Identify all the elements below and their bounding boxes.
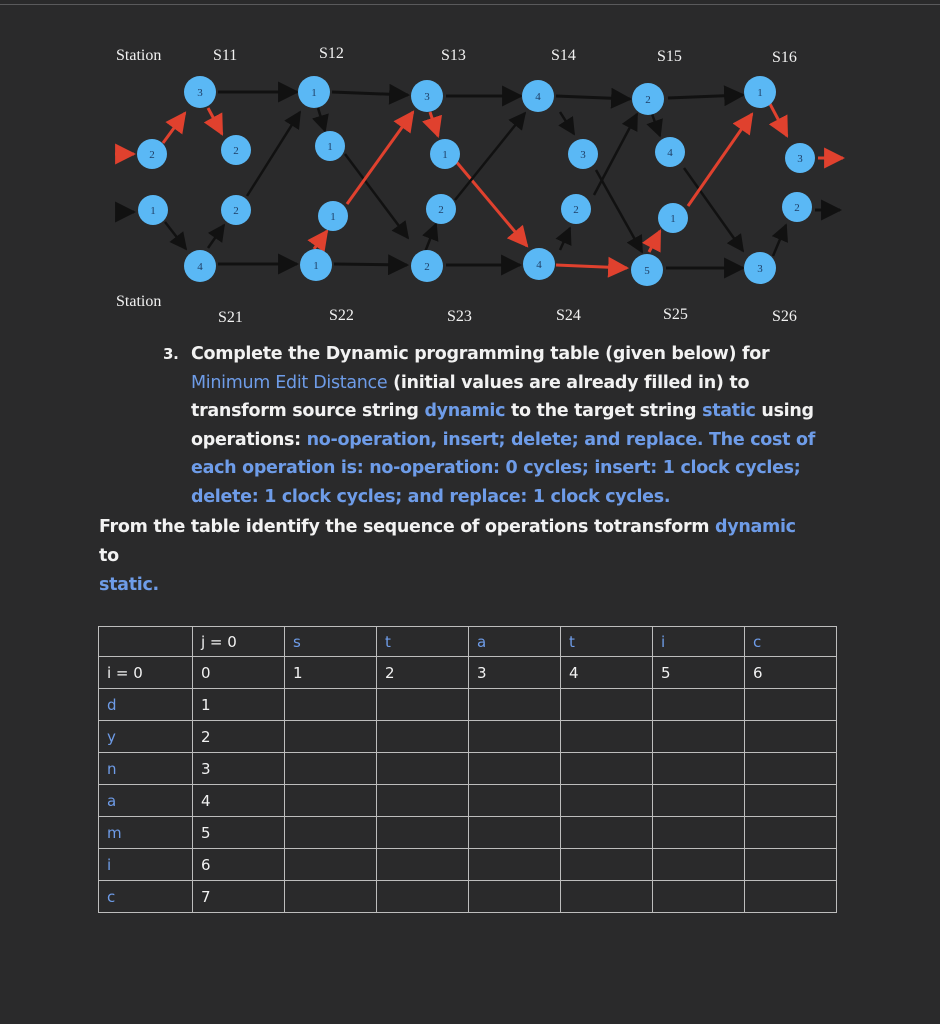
table-row [99, 849, 837, 881]
row-header-char: i [99, 849, 193, 881]
table-cell[interactable] [653, 689, 745, 721]
col-header-j0: j = 0 [193, 627, 285, 657]
source-string: dynamic [424, 401, 506, 421]
table-cell[interactable] [745, 817, 837, 849]
table-row [99, 721, 837, 753]
table-header-row [99, 627, 837, 657]
question-text-3: to the target string [510, 401, 697, 421]
node-s26 [744, 252, 776, 284]
table-cell: 4 [193, 785, 285, 817]
row-header-char: c [99, 881, 193, 913]
connector [208, 225, 224, 248]
question-text-2: (initial values are already filled in) to transform source string [191, 372, 750, 421]
table-cell[interactable] [285, 817, 377, 849]
table-cell[interactable] [745, 721, 837, 753]
transfer-arrow [247, 112, 300, 196]
table-cell[interactable] [377, 785, 469, 817]
transfer-node-2-1-a [221, 195, 251, 225]
operation-costs: The cost of each operation is: no-operation: 0 cycles; insert: 1 clock cycles; delete: 1 clock cycles; and replace: 1 clock cycles. [191, 429, 816, 507]
station-s25: S25 [663, 306, 688, 323]
svg-text:1: 1 [313, 260, 319, 272]
line1-arrow [332, 92, 408, 95]
table-corner [99, 627, 193, 657]
transfer-node-2-1-e [658, 203, 688, 233]
svg-text:4: 4 [197, 261, 203, 273]
table-cell[interactable] [469, 817, 561, 849]
node-s22 [300, 249, 332, 281]
table-row [99, 657, 837, 689]
transfer-node-2-1-c [426, 194, 456, 224]
table-cell[interactable] [561, 881, 653, 913]
table-cell: 3 [193, 753, 285, 785]
table-cell[interactable] [285, 849, 377, 881]
svg-text:4: 4 [667, 147, 673, 159]
col-header-char: t [561, 627, 653, 657]
table-cell[interactable] [561, 753, 653, 785]
question-text-1: Complete the Dynamic programming table (given below) for [191, 344, 770, 364]
table-cell[interactable] [561, 849, 653, 881]
node-s25 [631, 254, 663, 286]
svg-text:2: 2 [438, 204, 444, 216]
connector [318, 108, 325, 131]
transfer-arrow [594, 114, 637, 195]
question-3 [163, 340, 843, 511]
connector [652, 114, 660, 136]
edit-distance-table [98, 626, 837, 913]
svg-text:2: 2 [645, 94, 651, 106]
table-cell: 6 [193, 849, 285, 881]
col-header-char: c [745, 627, 837, 657]
station-s22: S22 [329, 307, 354, 324]
table-cell[interactable] [285, 785, 377, 817]
transfer-node-1-2-b [315, 131, 345, 161]
svg-text:1: 1 [311, 87, 317, 99]
node-s14 [522, 80, 554, 112]
table-cell[interactable] [561, 785, 653, 817]
transfer-node-1-2-e [655, 137, 685, 167]
svg-text:1: 1 [150, 205, 156, 217]
followup-text-1: From the table identify the sequence of operations to [99, 517, 614, 537]
table-cell[interactable] [745, 849, 837, 881]
svg-text:1: 1 [327, 141, 333, 153]
table-cell[interactable] [469, 881, 561, 913]
table-cell[interactable] [745, 881, 837, 913]
transfer-node-1-2-d [568, 139, 598, 169]
table-cell[interactable] [285, 689, 377, 721]
table-cell[interactable] [285, 881, 377, 913]
transfer-arrow [684, 168, 743, 251]
col-header-char: i [653, 627, 745, 657]
followup-target: static. [99, 575, 159, 595]
table-cell[interactable] [653, 849, 745, 881]
svg-text:2: 2 [233, 145, 239, 157]
table-cell[interactable] [469, 785, 561, 817]
operations-list: no-operation, insert; delete; and replace. [306, 429, 704, 450]
svg-text:5: 5 [644, 265, 650, 277]
transfer-arrow [596, 170, 642, 252]
table-cell[interactable] [653, 881, 745, 913]
table-cell[interactable] [377, 721, 469, 753]
transfer-node-2-1-b [318, 201, 348, 231]
transfer-arrow-highlight [688, 114, 752, 206]
node-s21 [184, 250, 216, 282]
table-cell[interactable] [561, 689, 653, 721]
row-header-char: y [99, 721, 193, 753]
line1-arrow [668, 95, 743, 98]
station-s14: S14 [551, 47, 576, 64]
transfer-node-1-2-c [430, 139, 460, 169]
station-s13: S13 [441, 47, 466, 64]
entry-to-s11-highlight [163, 113, 185, 143]
table-cell: 1 [193, 689, 285, 721]
station-s23: S23 [447, 308, 472, 325]
svg-text:4: 4 [535, 91, 541, 103]
table-cell[interactable] [377, 689, 469, 721]
table-cell[interactable] [469, 689, 561, 721]
svg-text:3: 3 [197, 87, 203, 99]
station-s11: S11 [213, 47, 238, 64]
node-s15 [632, 83, 664, 115]
node-s24 [523, 248, 555, 280]
line2-arrow-highlight [556, 265, 627, 268]
table-cell: 6 [745, 657, 837, 689]
followup-text-2: transform [613, 517, 710, 537]
topic-text: Minimum Edit Distance [191, 372, 388, 393]
table-cell[interactable] [377, 881, 469, 913]
connector-highlight [770, 104, 787, 136]
table-cell: 3 [469, 657, 561, 689]
table-cell: 5 [193, 817, 285, 849]
table-cell[interactable] [377, 849, 469, 881]
row-header-char: a [99, 785, 193, 817]
target-string: static [702, 401, 756, 421]
table-cell[interactable] [653, 785, 745, 817]
node-s12 [298, 76, 330, 108]
connector [560, 228, 570, 250]
table-row [99, 817, 837, 849]
table-cell: 1 [285, 657, 377, 689]
connector [773, 225, 786, 256]
table-cell[interactable] [285, 753, 377, 785]
col-header-char: a [469, 627, 561, 657]
table-cell[interactable] [561, 817, 653, 849]
table-cell[interactable] [745, 753, 837, 785]
station-s24: S24 [556, 307, 581, 324]
entry-node-2 [138, 195, 168, 225]
svg-text:1: 1 [757, 87, 763, 99]
svg-text:2: 2 [233, 205, 239, 217]
table-cell[interactable] [469, 721, 561, 753]
exit-node-1 [785, 143, 815, 173]
table-row [99, 785, 837, 817]
transfer-node-2-1-d [561, 194, 591, 224]
transfer-node-1-2-a [221, 135, 251, 165]
station-label-bottom: Station [116, 293, 162, 310]
station-s12: S12 [319, 45, 344, 62]
entry-node-1 [137, 139, 167, 169]
table-cell[interactable] [469, 753, 561, 785]
table-cell[interactable] [653, 817, 745, 849]
node-s11 [184, 76, 216, 108]
svg-text:1: 1 [330, 211, 336, 223]
row-header-i0: i = 0 [99, 657, 193, 689]
followup-source: dynamic [715, 517, 796, 537]
svg-text:3: 3 [424, 91, 430, 103]
svg-text:2: 2 [149, 149, 155, 161]
svg-text:3: 3 [757, 263, 763, 275]
connector [425, 224, 436, 252]
entry-to-s21 [165, 222, 186, 249]
table-row [99, 689, 837, 721]
followup-text-3: to [99, 546, 119, 566]
station-label-top: Station [116, 47, 162, 64]
node-s16 [744, 76, 776, 108]
table-cell[interactable] [653, 753, 745, 785]
table-cell: 7 [193, 881, 285, 913]
exit-node-2 [782, 192, 812, 222]
table-cell: 5 [653, 657, 745, 689]
connector-highlight [314, 231, 327, 249]
transfer-arrow-highlight [347, 112, 413, 204]
svg-text:1: 1 [442, 149, 448, 161]
question-text-4: using operations: [191, 401, 814, 450]
connector-highlight [430, 112, 438, 136]
followup-instruction [99, 513, 819, 600]
table-cell: 0 [193, 657, 285, 689]
transfer-arrow-highlight [454, 159, 527, 246]
question-number: 3. [163, 345, 179, 363]
table-cell[interactable] [745, 689, 837, 721]
assembly-line-diagram [0, 0, 940, 335]
row-header-char: d [99, 689, 193, 721]
connector-highlight [208, 108, 222, 134]
line2-arrow [334, 264, 407, 265]
table-cell[interactable] [377, 817, 469, 849]
line1-arrow [556, 96, 630, 99]
node-s13 [411, 80, 443, 112]
svg-text:2: 2 [794, 202, 800, 214]
svg-text:3: 3 [580, 149, 586, 161]
station-s16: S16 [772, 49, 797, 66]
station-s15: S15 [657, 48, 682, 65]
station-s26: S26 [772, 308, 797, 325]
table-row [99, 753, 837, 785]
table-cell[interactable] [285, 721, 377, 753]
col-header-char: s [285, 627, 377, 657]
svg-text:1: 1 [670, 213, 676, 225]
col-header-char: t [377, 627, 469, 657]
table-cell: 4 [561, 657, 653, 689]
table-row [99, 881, 837, 913]
table-cell: 2 [193, 721, 285, 753]
row-header-char: n [99, 753, 193, 785]
row-header-char: m [99, 817, 193, 849]
svg-text:2: 2 [573, 204, 579, 216]
connector [560, 112, 574, 134]
transfer-arrow [455, 113, 525, 200]
table-cell[interactable] [469, 849, 561, 881]
svg-text:2: 2 [424, 261, 430, 273]
svg-text:4: 4 [536, 259, 542, 271]
table-cell[interactable] [653, 721, 745, 753]
table-cell[interactable] [377, 753, 469, 785]
table-cell[interactable] [561, 721, 653, 753]
svg-text:3: 3 [797, 153, 803, 165]
node-s23 [411, 250, 443, 282]
connector-highlight [649, 231, 660, 252]
table-cell[interactable] [745, 785, 837, 817]
station-s21: S21 [218, 309, 243, 326]
table-cell: 2 [377, 657, 469, 689]
